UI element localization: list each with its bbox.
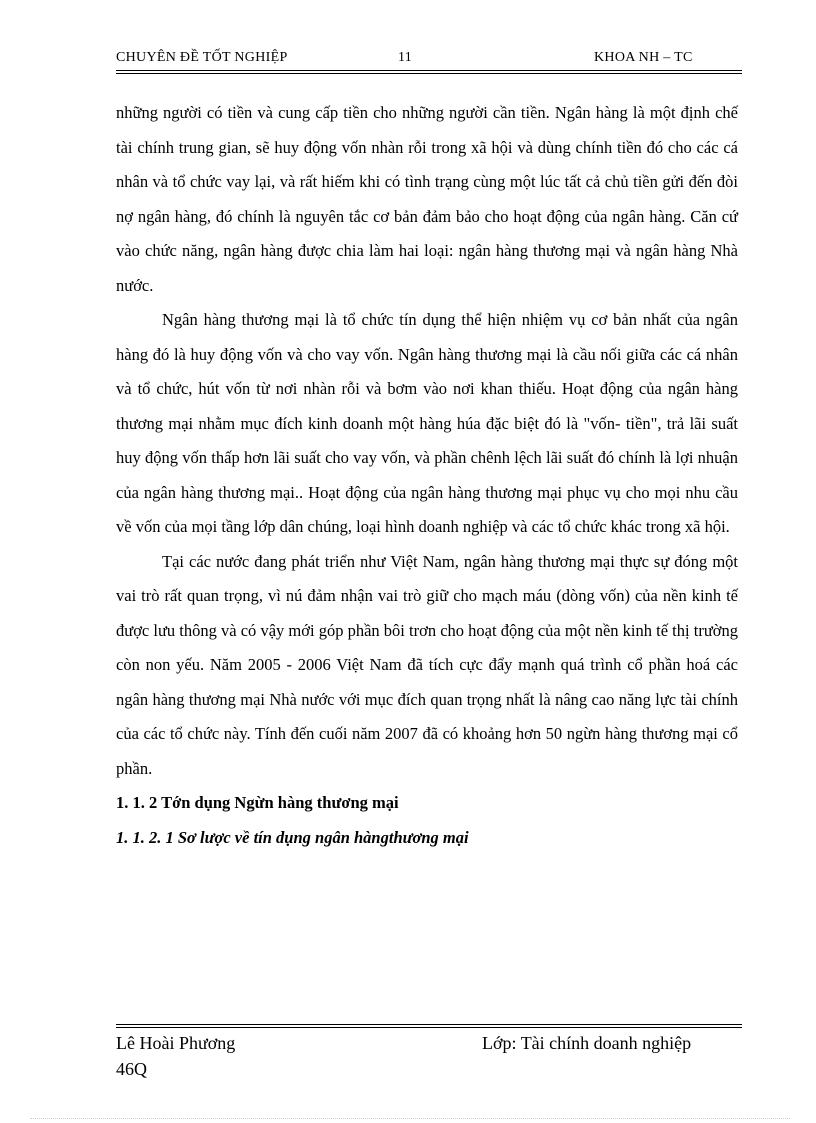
header-title: CHUYÊN ĐỀ TỐT NGHIỆP [116, 50, 288, 65]
footer-rule-bottom [116, 1027, 742, 1028]
header-department: KHOA NH – TC [594, 50, 693, 65]
body-paragraph-3: Tại các nước đang phát triển như Việt Nam, ngân hàng thương mại thực sự đóng một vai trò rất quan trọng, vì nú đảm nhận vai trò giữ cho mạch máu (dòng vốn) của nền kinh tế được lưu thông và có vậy mới góp phần bôi trơn cho hoạt động của một nền kinh tế thị trường còn non yếu. Năm 2005 - 2006 Việt Nam đã tích cực đẩy mạnh quá trình cổ phần hoá các ngân hàng thương mại Nhà nước với mục đích quan trọng nhất là nâng cao năng lực tài chính của các tổ chức này. Tính đến cuối năm 2007 đã có khoảng hơn 50 ngừn hàng thương mại cổ phần. [116, 551, 738, 778]
page-edge-divider [30, 1118, 790, 1119]
body-paragraph-1: những người có tiền và cung cấp tiền cho những người cần tiền. Ngân hàng là một định chế tài chính trung gian, sẽ huy động vốn nhàn rỗi trong xã hội và dùng chính tiền đó cho các cá nhân và tổ chức vay lại, và rất hiếm khi có tình trạng cùng một lúc tất cả chủ tiền gửi đến đòi nợ ngân hàng, đó chính là nguyên tắc cơ bản đảm bảo cho hoạt động của ngân hàng. Căn cứ vào chức năng, ngân hàng được chia làm hai loại: ngân hàng thương mại và ngân hàng Nhà nước. [116, 103, 738, 295]
header-rule-bottom [116, 73, 742, 74]
footer-class: Lớp: Tài chính doanh nghiệp [482, 1033, 692, 1053]
subsection-heading: 1. 1. 2. 1 Sơ lược về tín dụng ngân hàngthương mại [116, 827, 469, 847]
footer-cohort: 46Q [116, 1059, 147, 1079]
footer-author: Lê Hoài Phương [116, 1033, 236, 1053]
body-paragraph-2: Ngân hàng thương mại là tổ chức tín dụng thể hiện nhiệm vụ cơ bản nhất của ngân hàng đó là huy động vốn và cho vay vốn. Ngân hàng thương mại là cầu nối giữa các cá nhân và tổ chức, hút vốn từ nơi nhàn rỗi và bơm vào nơi khan thiếu. Hoạt động của ngân hàng thương mại nhằm mục đích kinh doanh một hàng húa đặc biệt đó là "vốn- tiền", trả lãi suất huy động vốn thấp hơn lãi suất cho vay vốn, và phần chênh lệch lãi suất đó chính là lợi nhuận của ngân hàng thương mại.. Hoạt động của ngân hàng thương mại phục vụ cho mọi nhu cầu về vốn của mọi tầng lớp dân chúng, loại hình doanh nghiệp và các tổ chức khác trong xã hội. [116, 310, 738, 536]
header-rule-top [116, 70, 742, 71]
footer-rule-top [116, 1024, 742, 1025]
page-header [116, 50, 742, 68]
page-number: 11 [398, 50, 413, 65]
document-body [116, 96, 738, 855]
section-heading: 1. 1. 2 Tớn dụng Ngừn hàng thương mại [116, 793, 399, 812]
